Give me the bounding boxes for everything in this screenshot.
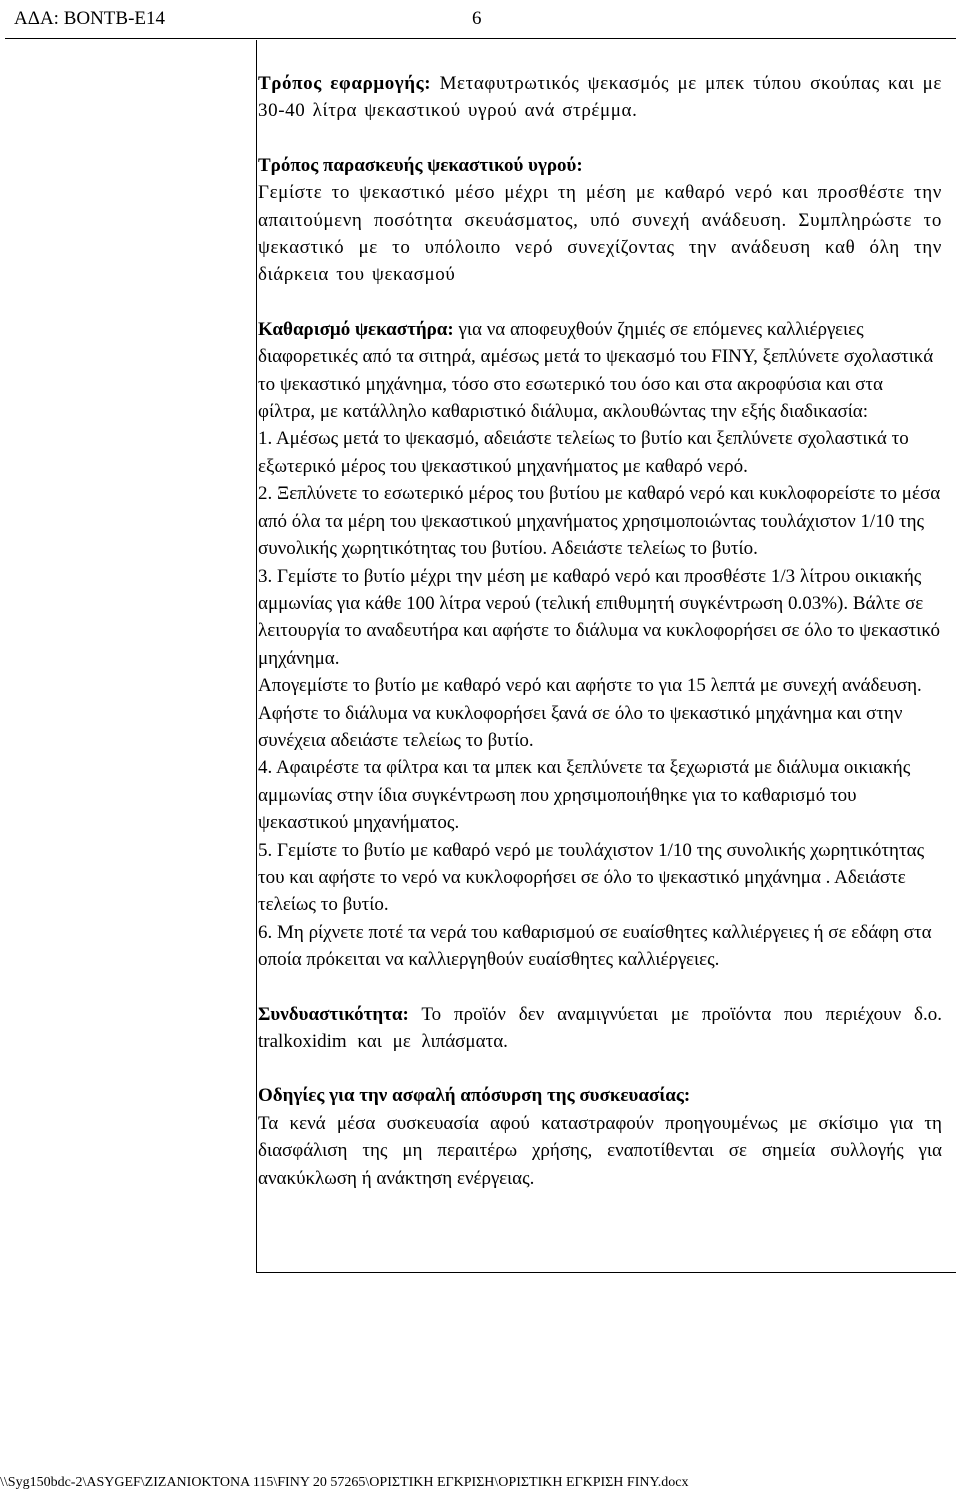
cleaning-intro: για να αποφευχθούν ζημιές σε επόμενες καλλιέργειες διαφορετικές από τα σιτηρά, αμέσως μετά το ψεκασμό του FINY, ξεπλύνετε σχολαστικά το ψεκαστικό μηχάνημα, τόσο στο εσωτερικό του όσο και στα ακροφύσια και στα φίλτρα, με κατάλληλο καθαριστικό διάλυμα, ακλουθώντας την εξής διαδικασία: [258, 318, 934, 423]
compatibility-section [258, 1001, 942, 1056]
cleaning-step: Απογεμίστε το βυτίο με καθαρό νερό και αφήστε το για 15 λεπτά με συνεχή ανάδευση. Αφήστε το διάλυμα να κυκλοφορήσει ξανά σε όλο το ψεκαστικό μηχάνημα και στην συνέχεια αδειάστε τελείως το βυτίο. [258, 675, 922, 751]
bottom-border-rule [256, 1272, 956, 1273]
application-label: Τρόπος εφαρμογής: [258, 73, 432, 94]
application-text: Μεταφυτρωτικός ψεκασμός με μπεκ τύπου σκούπας και με 30-40 λίτρα ψεκαστικού υγρού ανά στρέμμα. [258, 73, 942, 122]
cleaning-step: 6. Μη ρίχνετε ποτέ τα νερά του καθαρισμού σε ευαίσθητες καλλιέργειες ή σε εδάφη στα οποία πρόκειται να καλλιεργηθούν ευαίσθητες καλλιέργειες. [258, 921, 932, 971]
document-body [258, 70, 942, 1192]
disposal-text: Τα κενά μέσα συσκευασία αφού καταστραφούν προηγουμένως με σκίσιμο για τη διασφάλιση της μη περαιτέρω χρήσης, εναποτίθενται σε σημεία συλλογής για ανακύκλωση ή ανάκτηση ενέργειας. [258, 1112, 942, 1189]
preparation-text: Γεμίστε το ψεκαστικό μέσο μέχρι τη μέση με καθαρό νερό και προσθέστε την απαιτούμενη ποσότητα σκευάσματος, υπό συνεχή ανάδευση. Συμπληρώστε το ψεκαστικό με το υπόλοιπο νερό συνεχίζοντας την ανάδευση καθ όλη την διάρκεια του ψεκασμού [258, 182, 942, 286]
cleaning-label: Καθαρισμό ψεκαστήρα: [258, 318, 454, 340]
cleaning-step: 4. Αφαιρέστε τα φίλτρα και τα μπεκ και ξεπλύνετε τα ξεχωριστά με διάλυμα οικιακής αμμωνίας στην ίδια συγκέντρωση που χρησιμοποιήθηκε για το καθαρισμό του ψεκαστικού μηχανήματος. [258, 757, 911, 834]
compatibility-label: Συνδυαστικότητα: [258, 1003, 409, 1025]
file-path-footer: \\Syg150bdc-2\ASYGEF\ZIZANIOKTONA 115\FINY 20 57265\ΟΡΙΣΤΙΚΗ ΕΓΚΡΙΣΗ\ΟΡΙΣΤΙΚΗ ΕΓΚΡΙΣΗ FINY.docx [0, 1475, 689, 1490]
cleaning-step: 2. Ξεπλύνετε το εσωτερικό μέρος του βυτίου με καθαρό νερό και κυκλοφορείστε το μέσα από όλα τα μέρη του ψεκαστικού μηχανήματος χρησιμοποιώντας τουλάχιστον 1/10 της συνολικής χωρητικότητας του βυτίου. Αδειάστε τελείως το βυτίο. [258, 483, 941, 560]
disposal-label: Οδηγίες για την ασφαλή απόσυρση της συσκευασίας: [258, 1085, 691, 1107]
compatibility-text: Το προϊόν δεν αναμιγνύεται με προϊόντα που περιέχουν δ.ο. tralkoxidim και με λιπάσματα. [258, 1003, 942, 1052]
page-number: 6 [472, 8, 482, 29]
cleaning-step: 5. Γεμίστε το βυτίο με καθαρό νερό με τουλάχιστον 1/10 της συνολικής χωρητικότητας του και αφήστε το νερό να κυκλοφορήσει σε όλο το ψεκαστικό μηχάνημα . Αδειάστε τελείως το βυτίο. [258, 839, 925, 916]
application-section [258, 70, 942, 125]
page-header [14, 6, 946, 32]
header-rule [5, 38, 956, 39]
preparation-label: Τρόπος παρασκευής ψεκαστικού υγρού: [258, 154, 583, 176]
cleaning-section [258, 316, 942, 426]
document-id: ΑΔΑ: ΒΟΝΤΒ-Ε14 [14, 8, 166, 29]
left-border-rule [256, 40, 257, 1272]
cleaning-step: 1. Αμέσως μετά το ψεκασμό, αδειάστε τελείως το βυτίο και ξεπλύνετε σχολαστικά το εξωτερικό μέρος του ψεκαστικού μηχανήματος με καθαρό νερό. [258, 428, 909, 477]
cleaning-step: 3. Γεμίστε το βυτίο μέχρι την μέση με καθαρό νερό και προσθέστε 1/3 λίτρου οικιακής αμμωνίας για κάθε 100 λίτρα νερού (τελική επιθυμητή συγκέντρωση 0.03%). Βάλτε σε λειτουργία το αναδευτήρα και αφήστε το διάλυμα να κυκλοφορήσει σε όλο το ψεκαστικό μηχάνημα. [258, 565, 941, 669]
